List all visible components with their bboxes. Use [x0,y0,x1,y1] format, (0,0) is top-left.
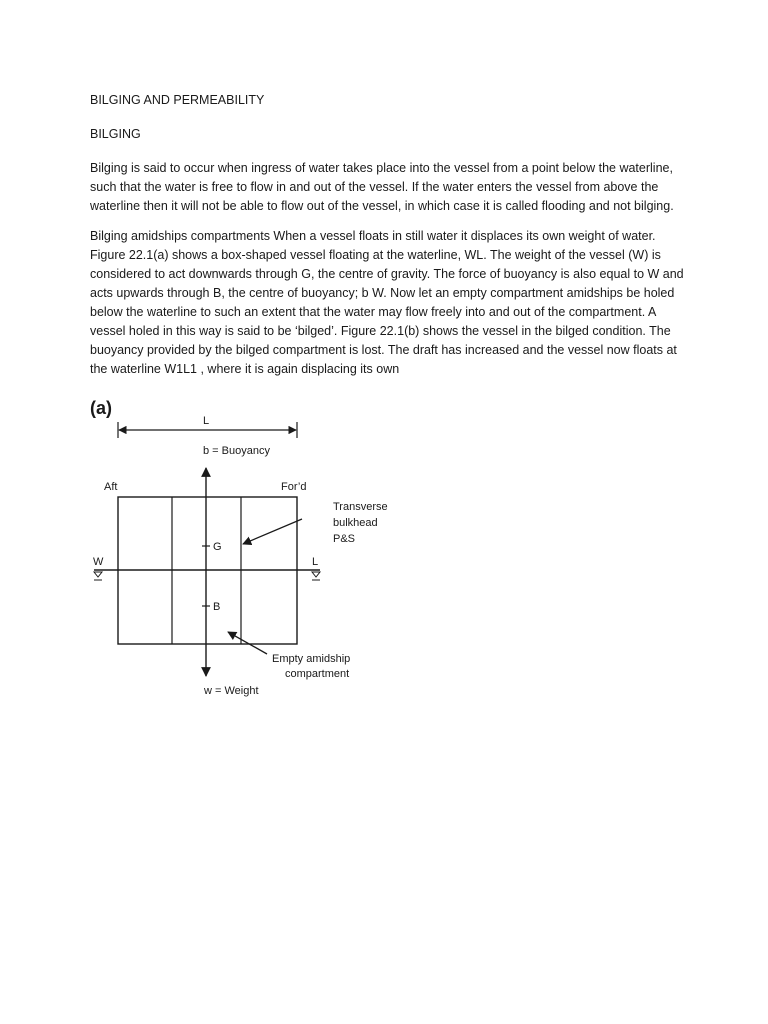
bulkhead-label-line-1: Transverse [333,501,388,513]
figure-22-1a [80,392,420,712]
section-heading: BILGING [90,127,141,141]
bulkhead-callout-arrow [243,519,302,544]
document-page [90,91,690,390]
length-label: L [203,415,210,427]
box-vessel-diagram [80,392,420,712]
bulkhead-label-line-3: P&S [333,533,356,545]
paragraph-bilging-amidships: Bilging amidships compartments When a vessel floats in still water it displaces its own weight of water. Figure 22.1(a) shows a box-shaped vessel floating at the waterline, WL. The weight of the vessel (W) is considered to act downwards through G, the centre of gravity. The force of buoyancy is also equal to W and acts upwards through B, the centre of buoyancy; b W. Now let an empty compartment amidships be holed below the waterline to such an extent that the water may flow freely into and out of the compartment. A vessel holed in this way is said to be ‘bilged’. Figure 22.1(b) shows the vessel in the bilged condition. The buoyancy provided by the bilged compartment is lost. The draft has increased and the vessel now floats at the waterline W1L1 , where it is again displacing its own [90,229,684,376]
bulkhead-label-line-2: bulkhead [333,517,378,529]
waterline-symbol-left [94,572,102,580]
aft-label: Aft [104,481,118,493]
paragraph-bilging-definition: Bilging is said to occur when ingress of water takes place into the vessel from a point below the waterline, such that the water is free to flow in and out of the vessel. If the water enters the vessel from above the waterline then it will not be able to flow out of the vessel, in which case it is called flooding and not bilging. [90,161,674,213]
waterline-w-label: W [93,556,104,568]
compartment-label-line-1: Empty amidship [272,653,351,665]
waterline-symbol-right [312,572,320,580]
waterline-l-label: L [312,556,319,568]
document-title: BILGING AND PERMEABILITY [90,93,265,107]
g-label: G [213,541,222,553]
buoyancy-label: b = Buoyancy [203,445,270,457]
compartment-label-line-2: compartment [285,668,350,680]
figure-label: (a) [90,398,112,418]
weight-label: w = Weight [204,685,259,697]
b-label: B [213,601,221,613]
ford-label: For’d [281,481,307,493]
compartment-callout-arrow [228,632,267,654]
